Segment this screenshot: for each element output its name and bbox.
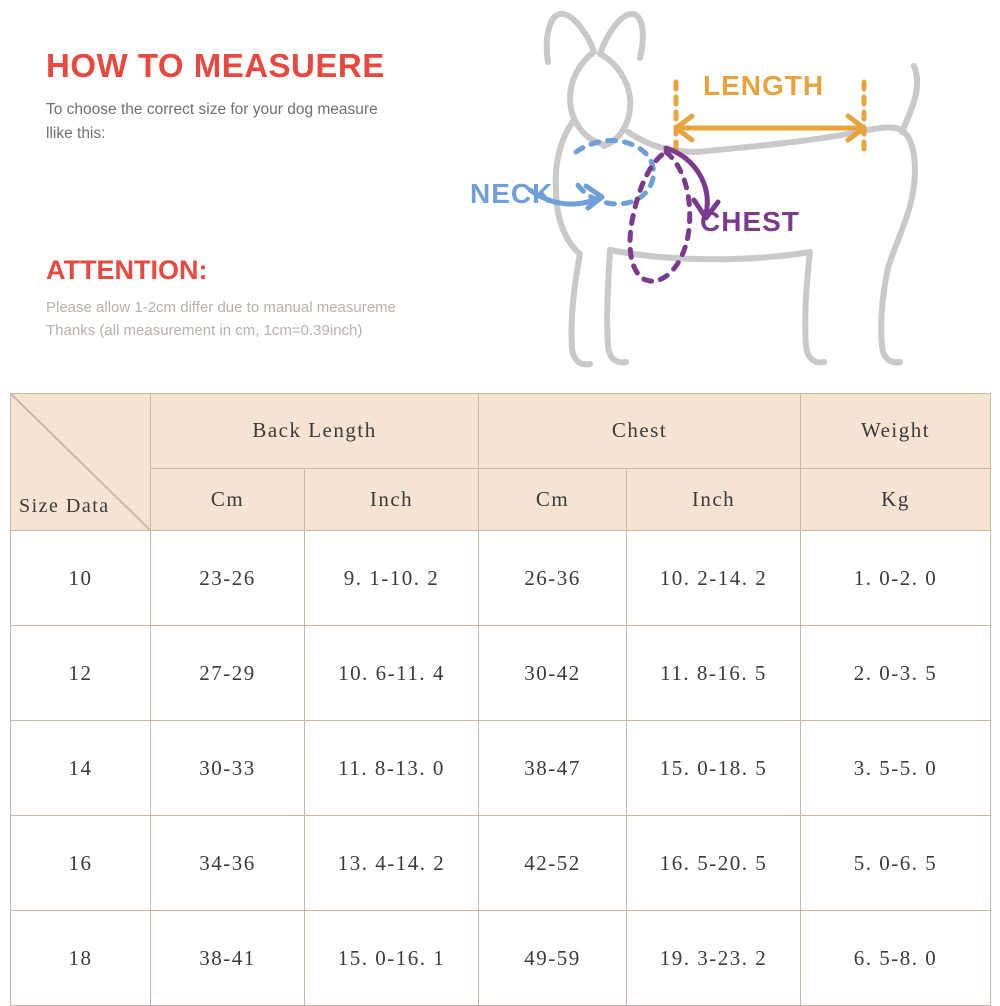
intro-subtext: To choose the correct size for your dog measure llike this: [46, 101, 378, 142]
cell-back-cm: 34-36 [151, 816, 305, 911]
table-row [11, 531, 991, 626]
cell-weight-kg: 2. 0-3. 5 [801, 626, 991, 721]
cell-chest-cm: 49-59 [479, 911, 627, 1006]
cell-chest-inch: 10. 2-14. 2 [627, 531, 801, 626]
page-title: HOW TO MEASUERE [46, 47, 385, 84]
cell-chest-inch: 16. 5-20. 5 [627, 816, 801, 911]
cell-back-inch: 11. 8-13. 0 [305, 721, 479, 816]
cell-chest-cm: 26-36 [479, 531, 627, 626]
cell-weight-kg: 5. 0-6. 5 [801, 816, 991, 911]
cell-weight-kg: 1. 0-2. 0 [801, 531, 991, 626]
table-row [11, 721, 991, 816]
cell-weight-kg: 6. 5-8. 0 [801, 911, 991, 1006]
cell-back-inch: 9. 1-10. 2 [305, 531, 479, 626]
cell-back-cm: 27-29 [151, 626, 305, 721]
table-row [11, 816, 991, 911]
cell-chest-inch: 15. 0-18. 5 [627, 721, 801, 816]
corner-cell [11, 394, 151, 531]
cell-size: 10 [11, 531, 151, 626]
header-unit-back-inch: Inch [305, 468, 479, 530]
cell-chest-cm: 38-47 [479, 721, 627, 816]
header-unit-chest-inch: Inch [627, 468, 801, 530]
cell-chest-inch: 19. 3-23. 2 [627, 911, 801, 1006]
header-unit-chest-cm: Cm [479, 468, 627, 530]
attention-line-2: Thanks (all measurement in cm, 1cm=0.39inch) [46, 321, 363, 339]
cell-size: 14 [11, 721, 151, 816]
table-row [11, 911, 991, 1006]
cell-back-inch: 10. 6-11. 4 [305, 626, 479, 721]
header-chest: Chest [479, 394, 801, 469]
header-back-length: Back Length [151, 394, 479, 469]
cell-chest-cm: 30-42 [479, 626, 627, 721]
size-table [10, 393, 991, 1006]
cell-chest-cm: 42-52 [479, 816, 627, 911]
corner-label: Size Data [19, 495, 110, 517]
length-label: LENGTH [703, 70, 825, 101]
chest-label: CHEST [700, 206, 800, 237]
cell-chest-inch: 11. 8-16. 5 [627, 626, 801, 721]
header-unit-weight-kg: Kg [801, 468, 991, 530]
cell-back-cm: 38-41 [151, 911, 305, 1006]
header-weight: Weight [801, 394, 991, 469]
table-body [11, 531, 991, 1006]
cell-back-inch: 13. 4-14. 2 [305, 816, 479, 911]
attention-line-1: Please allow 1-2cm differ due to manual measureme [46, 298, 396, 316]
cell-back-inch: 15. 0-16. 1 [305, 911, 479, 1006]
cell-size: 16 [11, 816, 151, 911]
header-unit-back-cm: Cm [151, 468, 305, 530]
neck-label: NECK [470, 178, 554, 209]
cell-back-cm: 30-33 [151, 721, 305, 816]
cell-size: 18 [11, 911, 151, 1006]
attention-title: ATTENTION: [46, 255, 208, 285]
table-row [11, 626, 991, 721]
cell-size: 12 [11, 626, 151, 721]
cell-weight-kg: 3. 5-5. 0 [801, 721, 991, 816]
table-header [11, 394, 991, 531]
cell-back-cm: 23-26 [151, 531, 305, 626]
